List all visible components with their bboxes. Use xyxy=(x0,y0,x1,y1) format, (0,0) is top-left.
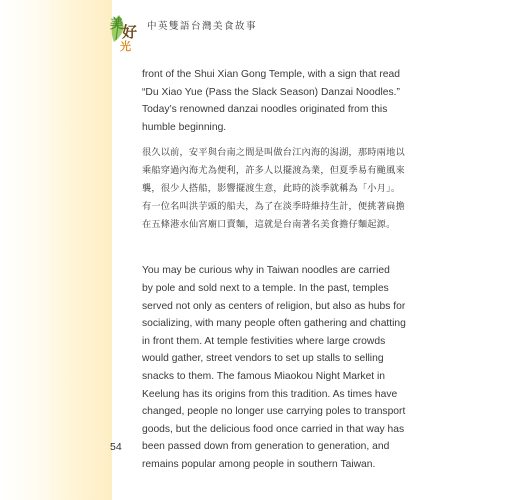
text-line: served not only as centers of religion, but also as hubs for xyxy=(142,300,406,312)
english-paragraph-1 xyxy=(142,66,400,136)
text-line: goods, but the delicious food once carried in that way has xyxy=(142,423,405,435)
text-line: Today’s renowned danzai noodles originated from this xyxy=(142,104,388,116)
text-line: in front them. At temple festivities where large crowds xyxy=(142,335,386,347)
text-line: 襲，很少人搭船，影響擺渡生意，此時的淡季就稱為「小月」。 xyxy=(142,183,401,195)
text-line: been passed down from generation to generation, and xyxy=(142,441,390,453)
logo-char-3: 光 xyxy=(120,40,131,53)
side-decorative-band xyxy=(0,0,112,500)
text-line: snacks to them. The famous Miaokou Night Market in xyxy=(142,370,386,382)
text-line: humble beginning. xyxy=(142,121,227,133)
text-line: 很久以前，安平與台南之間是叫做台江內海的潟湖，那時兩地以 xyxy=(142,147,405,159)
series-title: 中英雙語台灣美食故事 xyxy=(147,21,258,32)
text-line: 在五條港水仙宮廟口賣麵，這就是台南著名美食擔仔麵起源。 xyxy=(142,219,396,231)
english-paragraph-2 xyxy=(142,262,406,473)
text-line: 乘船穿過內海尤為便利，許多人以擺渡為業，但夏季易有颱風來 xyxy=(142,165,405,177)
text-line: by pole and sold next to a temple. In the past, temples xyxy=(142,282,389,294)
text-line: changed, people no longer use carrying poles to transport xyxy=(142,406,406,418)
series-logo xyxy=(108,14,148,53)
page-content xyxy=(142,66,406,474)
text-line: remains popular among people in southern Taiwan. xyxy=(142,458,376,470)
text-line: 有一位名叫洪芋頭的船夫，為了在淡季時維持生計，便挑著扁擔 xyxy=(142,201,405,213)
text-line: front of the Shui Xian Gong Temple, with a sign that read xyxy=(142,69,400,80)
text-line: would gather, street vendors to set up stalls to selling xyxy=(142,353,384,365)
text-line: “Du Xiao Yue (Pass the Slack Season) Danzai Noodles.” xyxy=(142,86,400,98)
chinese-paragraph xyxy=(142,144,405,234)
page-number: 54 xyxy=(110,441,122,453)
text-line: socializing, with many people often gathering and chatting xyxy=(142,318,406,330)
text-line: You may be curious why in Taiwan noodles are carried xyxy=(142,265,390,277)
logo-char-1: 美 xyxy=(110,17,124,32)
text-line: Keelung has its origins from this tradition. As times have xyxy=(142,388,398,400)
logo-char-2: 好 xyxy=(122,23,138,41)
